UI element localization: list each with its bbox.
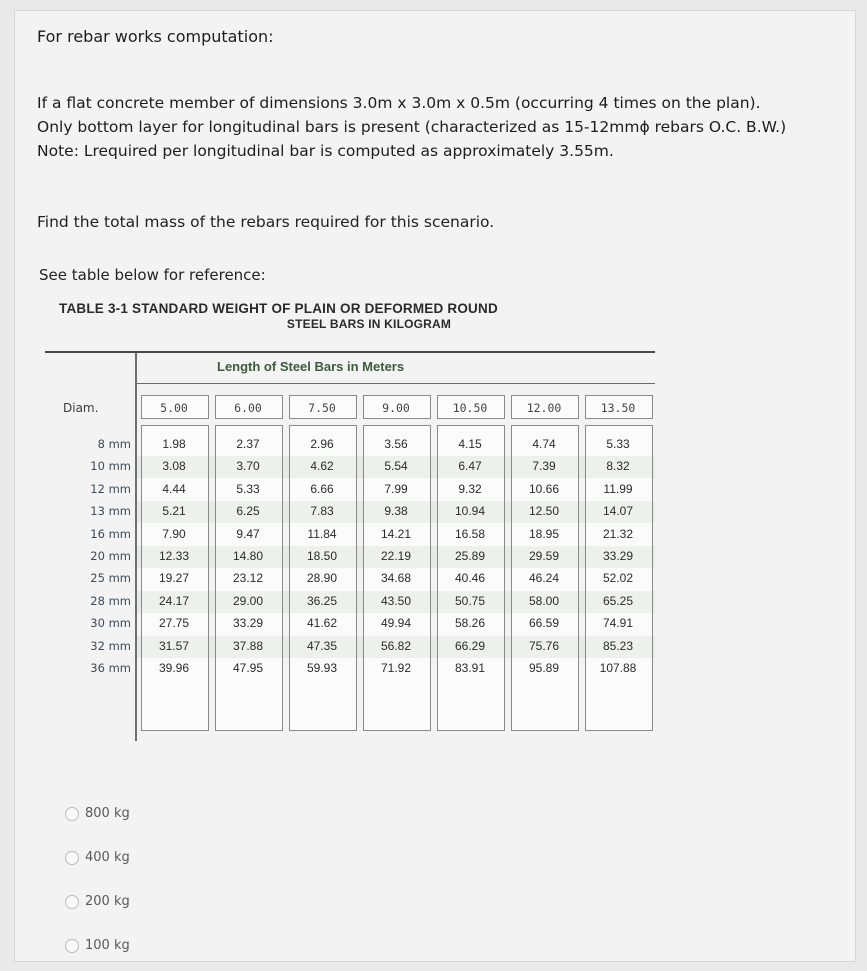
weight-cell: 5.54 [384, 459, 408, 474]
weight-cell: 29.00 [232, 593, 264, 608]
weight-cell: 39.96 [158, 661, 190, 675]
length-column-header: 5.00 [160, 401, 188, 415]
radio-button[interactable] [65, 851, 79, 865]
subheader-rule [137, 383, 655, 384]
rebar-weight-table [45, 341, 655, 741]
weight-cell: 5.33 [606, 437, 630, 451]
weight-cell: 36.25 [306, 593, 338, 608]
weight-cell: 31.57 [158, 638, 190, 653]
weight-cell: 95.89 [528, 661, 560, 675]
weight-cell: 65.25 [602, 593, 634, 608]
weight-cell: 3.56 [384, 437, 408, 451]
row-diameter-label: 28 mm [90, 593, 131, 608]
weight-cell: 14.07 [602, 504, 634, 519]
weight-cell: 14.21 [380, 526, 412, 541]
weight-cell: 19.27 [158, 571, 190, 586]
weight-cell: 28.90 [306, 571, 338, 586]
row-diameter-label: 8 mm [97, 437, 131, 451]
weight-cell: 33.29 [602, 549, 634, 563]
weight-cell: 40.46 [454, 571, 486, 586]
option-label: 200 kg [85, 894, 130, 909]
weight-cell: 59.93 [306, 661, 338, 675]
radio-button[interactable] [65, 895, 79, 909]
option-800-kg[interactable] [65, 806, 130, 821]
find-instruction: Find the total mass of the rebars required for this scenario. [37, 213, 495, 231]
problem-line-note: Note: Lrequired per longitudinal bar is computed as approximately 3.55m. [37, 142, 614, 160]
option-400-kg[interactable] [65, 850, 130, 865]
weight-cell: 5.21 [162, 504, 186, 519]
row-diameter-label: 30 mm [90, 616, 131, 631]
table-title [59, 301, 659, 331]
option-label: 100 kg [85, 938, 130, 953]
weight-cell: 7.90 [162, 526, 186, 541]
weight-cell: 3.70 [236, 459, 260, 474]
weight-cell: 6.47 [458, 459, 482, 474]
row-diameter-label: 36 mm [90, 661, 131, 675]
weight-cell: 43.50 [380, 593, 412, 608]
weight-cell: 6.25 [236, 504, 260, 519]
option-100-kg[interactable] [65, 938, 130, 953]
length-column-header: 10.50 [452, 401, 488, 415]
length-column-header: 12.00 [526, 401, 562, 415]
weight-cell: 18.50 [306, 549, 338, 563]
weight-cell: 66.59 [528, 616, 560, 631]
weight-cell: 1.98 [162, 437, 186, 451]
row-diameter-label: 10 mm [90, 459, 131, 474]
weight-cell: 9.47 [236, 526, 260, 541]
option-200-kg[interactable] [65, 894, 130, 909]
weight-cell: 47.35 [306, 638, 338, 653]
problem-statement [37, 91, 857, 163]
weight-cell: 9.32 [458, 481, 482, 496]
weight-cell: 66.29 [454, 638, 486, 653]
question-card [14, 10, 856, 962]
weight-cell: 107.88 [599, 661, 637, 675]
weight-cell: 16.58 [454, 526, 486, 541]
length-column-header: 9.00 [382, 401, 410, 415]
option-label: 400 kg [85, 850, 130, 865]
weight-cell: 50.75 [454, 593, 486, 608]
row-diameter-label: 20 mm [90, 549, 131, 563]
length-column-header: 6.00 [234, 401, 262, 415]
weight-cell: 7.99 [384, 481, 408, 496]
length-group-header: Length of Steel Bars in Meters [217, 359, 405, 374]
length-column-header: 7.50 [308, 401, 336, 415]
row-diameter-label: 32 mm [90, 638, 131, 653]
weight-cell: 41.62 [306, 616, 338, 631]
weight-cell: 74.91 [602, 616, 634, 631]
table-title-line2: STEEL BARS IN KILOGRAM [286, 317, 452, 331]
radio-button[interactable] [65, 939, 79, 953]
weight-cell: 4.62 [310, 459, 334, 474]
weight-cell: 7.83 [310, 504, 334, 519]
weight-cell: 2.37 [236, 437, 260, 451]
weight-cell: 27.75 [158, 616, 190, 631]
weight-cell: 5.33 [236, 481, 260, 496]
weight-cell: 11.84 [307, 526, 337, 541]
weight-cell: 18.95 [528, 526, 560, 541]
weight-cell: 7.39 [532, 459, 556, 474]
row-diameter-label: 25 mm [90, 571, 131, 586]
row-diameter-label: 12 mm [90, 481, 131, 496]
row-diameter-label: 16 mm [90, 526, 131, 541]
problem-line-rebars: Only bottom layer for longitudinal bars is present (characterized as 15-12mmϕ rebars O.C. B.W.) [37, 118, 787, 136]
weight-cell: 29.59 [528, 549, 560, 563]
table-reference-note: See table below for reference: [39, 266, 266, 284]
weight-cell: 85.23 [602, 638, 634, 653]
weight-cell: 83.91 [454, 661, 486, 675]
weight-cell: 34.68 [380, 571, 412, 586]
table-title-line1: TABLE 3-1 STANDARD WEIGHT OF PLAIN OR DEFORMED ROUND [59, 301, 498, 316]
weight-cell: 8.32 [606, 459, 630, 474]
question-heading: For rebar works computation: [37, 27, 274, 46]
weight-cell: 21.32 [602, 526, 634, 541]
problem-line-dimensions: If a flat concrete member of dimensions 3.0m x 3.0m x 0.5m (occurring 4 times on the plan). [37, 94, 761, 112]
option-label: 800 kg [85, 806, 130, 821]
weight-cell: 23.12 [232, 571, 264, 586]
weight-cell: 4.44 [162, 481, 186, 496]
weight-cell: 12.50 [528, 504, 560, 519]
weight-cell: 22.19 [380, 549, 412, 563]
weight-cell: 4.15 [458, 437, 482, 451]
weight-cell: 46.24 [528, 571, 560, 586]
weight-cell: 71.92 [380, 661, 412, 675]
weight-cell: 3.08 [162, 459, 186, 474]
radio-button[interactable] [65, 807, 79, 821]
weight-cell: 10.66 [528, 481, 560, 496]
weight-cell: 37.88 [232, 638, 264, 653]
weight-cell: 14.80 [232, 549, 264, 563]
weight-cell: 25.89 [454, 549, 486, 563]
weight-cell: 52.02 [602, 571, 634, 586]
weight-cell: 11.99 [603, 481, 633, 496]
length-column-header: 13.50 [600, 401, 636, 415]
weight-cell: 75.76 [528, 638, 560, 653]
weight-cell: 12.33 [158, 549, 190, 563]
weight-cell: 56.82 [380, 638, 412, 653]
weight-cell: 6.66 [310, 481, 334, 496]
weight-cell: 4.74 [532, 437, 556, 451]
weight-cell: 24.17 [158, 593, 190, 608]
weight-cell: 9.38 [384, 504, 408, 519]
weight-cell: 47.95 [232, 661, 264, 675]
diam-header: Diam. [63, 401, 99, 415]
weight-cell: 2.96 [310, 437, 334, 451]
weight-cell: 58.00 [528, 593, 560, 608]
weight-cell: 10.94 [454, 504, 486, 519]
weight-cell: 58.26 [454, 616, 486, 631]
row-diameter-label: 13 mm [90, 504, 131, 519]
weight-cell: 49.94 [380, 616, 412, 631]
weight-cell: 33.29 [232, 616, 264, 631]
